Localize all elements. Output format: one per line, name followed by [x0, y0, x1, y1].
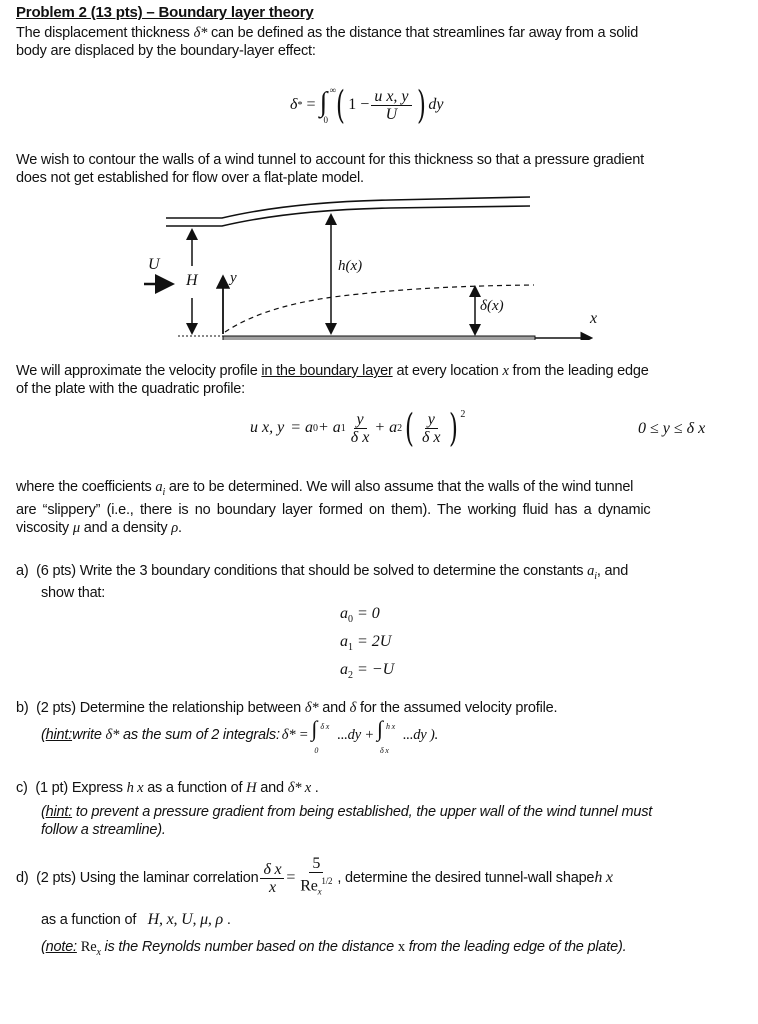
part-d-line-2	[41, 911, 231, 929]
part-a-line-2: show that:	[41, 585, 106, 601]
five-over-re	[297, 855, 335, 901]
diagram-svg	[130, 186, 610, 340]
part-d-label: d)	[16, 870, 29, 886]
contour-line-2: does not get established for flow over a flat-plate model.	[16, 170, 364, 186]
label-H: H	[186, 272, 198, 289]
part-c-text: .	[310, 780, 319, 796]
y-over-delta-squared	[419, 411, 444, 446]
approx-line-2: of the plate with the quadratic profile:	[16, 381, 245, 397]
intro-line-1	[16, 24, 638, 42]
int1-body: ...dy +	[337, 727, 374, 743]
part-a-text: , and	[596, 563, 629, 579]
part-d-text: .	[222, 912, 231, 928]
part-c-line-1	[16, 779, 319, 797]
coeff-line-2: are “slippery” (i.e., there is no boundary layer formed on them). The working fluid has a dynamic	[16, 502, 651, 518]
note-text: from the leading edge of the plate).	[404, 939, 627, 955]
re-sub: x	[96, 946, 101, 958]
frac-den: U	[385, 105, 398, 123]
hint-text: to prevent a pressure gradient from being established, the upper wall of the wind tunnel must	[72, 804, 653, 820]
note-label: note:	[45, 939, 77, 955]
part-b-label: b)	[16, 700, 29, 716]
integral-lower: 0	[323, 115, 328, 125]
coeff-text: where the coefficients	[16, 479, 156, 495]
hint-eq-lhs: δ* =	[281, 727, 309, 743]
displacement-thickness-equation	[290, 80, 443, 130]
close-paren: )	[416, 83, 426, 127]
part-c-label: c)	[16, 780, 28, 796]
profile-lhs: u x, y	[250, 419, 285, 436]
part-b-text: for the assumed velocity profile.	[356, 700, 558, 716]
part-b-text: and	[318, 700, 350, 716]
velocity-ratio	[371, 88, 411, 123]
label-U: U	[148, 256, 160, 273]
coeff-text: .	[178, 520, 182, 536]
open-paren: (	[336, 83, 346, 127]
hint-label: hint:	[45, 804, 73, 820]
intro-line-2: body are displaced by the boundary-layer effect:	[16, 43, 316, 59]
approx-underlined: in the boundary layer	[261, 363, 393, 379]
mu-symbol: μ	[72, 520, 80, 536]
dy: dy	[428, 96, 444, 113]
coeff-line-3	[16, 519, 182, 537]
re-symbol: Re	[80, 939, 97, 955]
result-a1: $a_1 = 2U$	[340, 633, 392, 654]
sub2: 2	[397, 422, 403, 434]
frac-num: u x, y	[371, 88, 411, 106]
intro-text: can be defined as the distance that streamlines far away from a solid	[207, 25, 639, 41]
label-h-of-x: h(x)	[338, 258, 363, 274]
delta-star-symbol: δ*	[304, 700, 319, 716]
delta-over-x	[260, 861, 284, 896]
result-a2: $a_2 = -U$	[340, 661, 395, 682]
part-a-text: (6 pts) Write the 3 boundary conditions that should be solved to determine the constants	[36, 563, 588, 579]
a-symbol: a	[155, 479, 163, 495]
frac-den: δ x	[350, 428, 370, 446]
velocity-profile-equation	[250, 400, 465, 456]
part-c-hint-line-2: follow a streamline).	[41, 822, 166, 838]
a-sub: i	[594, 570, 597, 582]
h-of-x-symbol: h x	[126, 780, 144, 796]
approx-line-1	[16, 362, 649, 380]
frac-den: x	[268, 878, 276, 896]
delta-star-symbol: δ*	[193, 25, 208, 41]
part-d-note	[41, 938, 626, 962]
h-of-x-symbol: h x	[594, 869, 613, 886]
coeff-text: viscosity	[16, 520, 73, 536]
open-paren: (	[405, 406, 415, 450]
integral-1: ∫ δ x 0	[311, 722, 337, 748]
intro-text: The displacement thickness	[16, 25, 194, 41]
int2-lower: δ x	[379, 746, 389, 755]
re-sub: x	[317, 886, 322, 897]
part-b-text: (2 pts) Determine the relationship between	[36, 700, 305, 716]
eq-star: *	[297, 99, 303, 111]
paren: (	[41, 939, 46, 955]
re-sup: 1/2	[321, 876, 333, 887]
approx-text: We will approximate the velocity profile	[16, 363, 262, 379]
coeff-line-1	[16, 478, 633, 502]
part-c-hint-line-1	[41, 803, 652, 821]
hint-label: hint:	[45, 727, 73, 743]
contour-line-1: We wish to contour the walls of a wind tunnel to account for this thickness so that a pressure gradient	[16, 152, 644, 168]
part-d-line-1	[16, 855, 613, 898]
part-c-text: (1 pt) Express	[35, 780, 127, 796]
label-y: y	[230, 270, 237, 286]
paren: (	[41, 727, 46, 743]
label-delta-of-x: δ(x)	[480, 298, 504, 314]
hint-text: write	[72, 727, 102, 743]
plus-a1: + a	[318, 419, 341, 436]
integral-sign: ∫ ∞ 0	[319, 85, 336, 125]
note-text: is the Reynolds number based on the distance	[100, 939, 398, 955]
hint-text: as the sum of 2 integrals:	[122, 727, 280, 743]
frac-num: y	[425, 411, 438, 429]
result-a0: $a_0 = 0$	[340, 605, 380, 626]
integral-upper: ∞	[329, 85, 336, 95]
integral-2: ∫ h x δ x	[377, 722, 403, 748]
part-a-line-1	[16, 562, 628, 586]
part-b-hint	[41, 716, 439, 755]
eq-lhs: δ	[290, 96, 298, 113]
approx-text: from the leading edge	[508, 363, 649, 379]
delta-star-symbol: δ*	[105, 727, 120, 743]
part-a-results	[340, 603, 394, 688]
profile-eq: = a	[290, 419, 313, 436]
part-c-text: as a function of	[143, 780, 247, 796]
part-a-label: a)	[16, 563, 29, 579]
x-symbol: x	[397, 939, 405, 955]
paren: (	[41, 804, 46, 820]
H-symbol: H	[246, 780, 257, 796]
y-over-delta	[348, 411, 373, 446]
frac-num: y	[354, 411, 367, 429]
int1-upper: δ x	[320, 722, 330, 731]
a-symbol: a	[587, 563, 595, 579]
frac-num: 5	[309, 855, 323, 873]
coeff-text: are to be determined. We will also assume that the walls of the wind tunnel	[165, 479, 634, 495]
sub0: 0	[313, 422, 318, 434]
frac-num: δ x	[260, 861, 284, 879]
variables-list: H, x, U, μ, ρ	[147, 911, 223, 928]
part-d-text: as a function of	[41, 912, 140, 928]
part-d-text: , determine the desired tunnel-wall shape	[337, 870, 595, 886]
wind-tunnel-diagram	[130, 186, 610, 340]
equals: =	[286, 869, 296, 886]
plus-a2: + a	[374, 419, 398, 436]
close-paren: )	[448, 406, 458, 450]
rho-symbol: ρ	[171, 520, 179, 536]
x-symbol: x	[502, 363, 509, 379]
delta-star-x-symbol: δ* x	[287, 780, 311, 796]
re-symbol: Re	[300, 877, 318, 895]
int2-upper: h x	[385, 722, 395, 731]
one-minus: 1 −	[348, 96, 370, 113]
frac-den: δ x	[421, 428, 441, 446]
delta-symbol: δ	[349, 700, 357, 716]
approx-text: at every location	[392, 363, 503, 379]
power: 2	[460, 408, 466, 420]
label-x: x	[590, 310, 598, 327]
sub1: 1	[340, 422, 346, 434]
part-c-text: and	[256, 780, 288, 796]
problem-title: Problem 2 (13 pts) – Boundary layer theory	[16, 4, 314, 21]
profile-domain: 0 ≤ y ≤ δ x	[638, 420, 706, 437]
coeff-text: and a density	[79, 520, 172, 536]
eq-equals: =	[306, 96, 316, 113]
int1-lower: 0	[314, 746, 319, 755]
a-sub: i	[162, 486, 166, 498]
part-d-text: (2 pts) Using the laminar correlation	[36, 870, 259, 886]
part-b-line-1	[16, 699, 557, 717]
int2-body: ...dy ).	[402, 727, 439, 743]
